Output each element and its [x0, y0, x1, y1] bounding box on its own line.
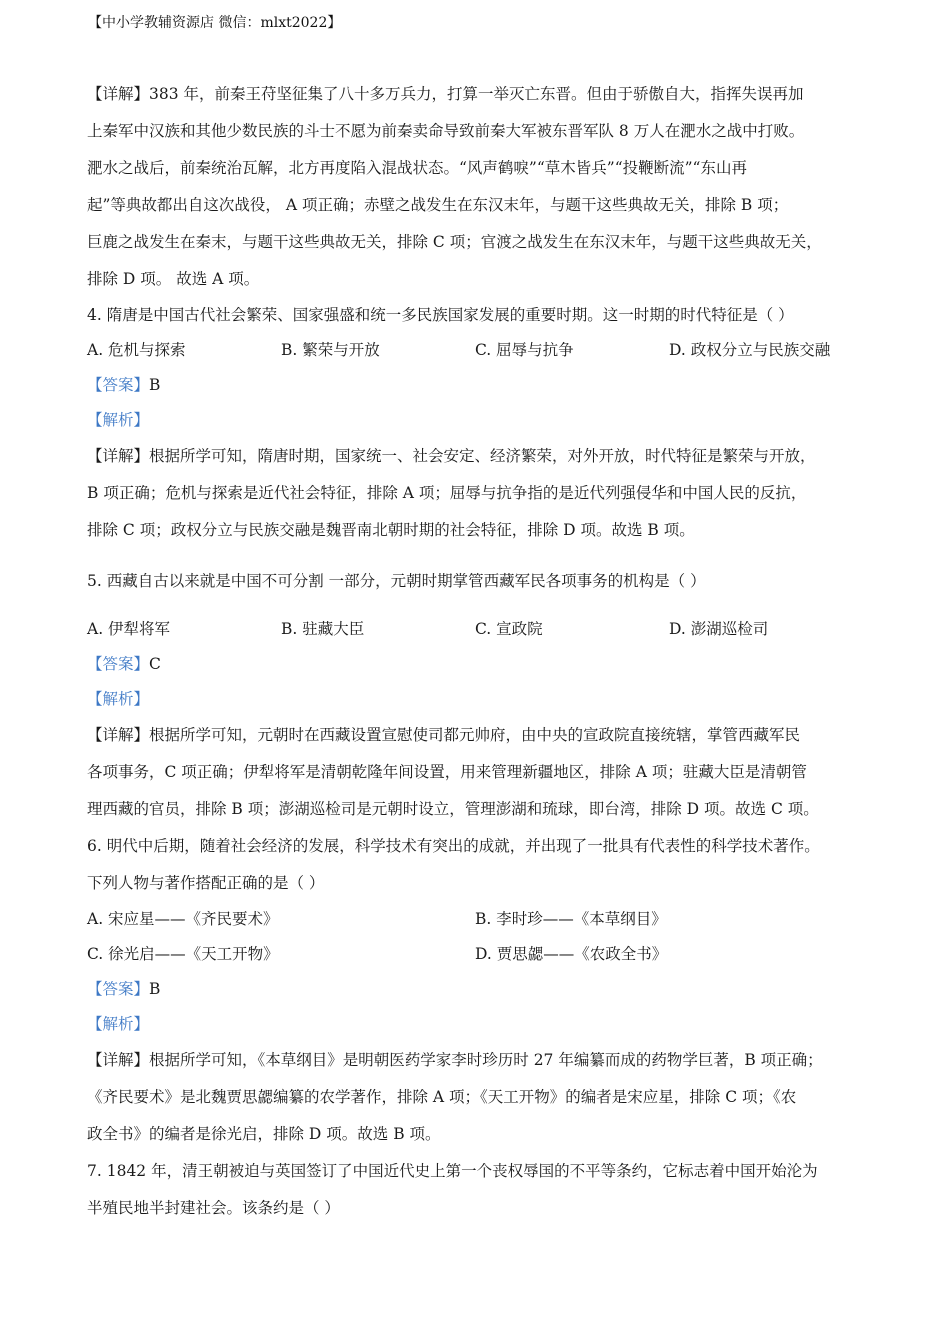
- document-body: [87, 76, 877, 1227]
- q6-answer: [87, 972, 877, 1007]
- q3-detail-line-6: 排除 D 项。 故选 A 项。: [87, 270, 260, 288]
- q6-option-b: B. 李时珍——《本草纲目》: [475, 910, 667, 928]
- q3-detail-line-5: 巨鹿之战发生在秦末，与题干这些典故无关，排除 C 项；官渡之战发生在东汉末年，与题干这些典故无关，: [87, 233, 822, 251]
- q4-option-c: C. 屈辱与抗争: [475, 341, 574, 359]
- q5-answer: [87, 647, 877, 682]
- q4-options: [87, 333, 877, 368]
- q6-detail-line-3: 政全书》的编者是徐光启，排除 D 项。故选 B 项。: [87, 1125, 441, 1143]
- q6-question-line-1: 6. 明代中后期，随着社会经济的发展，科学技术有突出的成就，并出现了一批具有代表性的科学技术著作。: [87, 837, 820, 855]
- q4-analysis-label: 【解析】: [87, 411, 150, 429]
- q4-detail-line-1: 【详解】根据所学可知，隋唐时期，国家统一、社会安定、经济繁荣，对外开放，时代特征是繁荣与开放，: [87, 447, 816, 465]
- q5-analysis-label: 【解析】: [87, 690, 150, 708]
- q6-option-c: C. 徐光启——《天工开物》: [87, 945, 279, 963]
- answer-label: 【答案】: [87, 655, 150, 673]
- detail-label: 【详解】: [87, 1051, 150, 1069]
- q5-question: 5. 西藏自古以来就是中国不可分割 一部分，元朝时期掌管西藏军民各项事务的机构是（ ）: [87, 572, 706, 590]
- q4-option-b: B. 繁荣与开放: [281, 341, 380, 359]
- answer-value: C: [149, 655, 161, 673]
- q5-detail-line-1: 【详解】根据所学可知，元朝时在西藏设置宣慰使司都元帅府，由中央的宣政院直接统辖，掌管西藏军民: [87, 726, 801, 744]
- q3-detail-line-4: 起”等典故都出自这次战役， A 项正确；赤壁之战发生在东汉末年，与题干这些典故无关，排除 B 项；: [87, 196, 789, 214]
- q7-question-line-2: 半殖民地半封建社会。该条约是（ ）: [87, 1199, 340, 1217]
- q6-option-d: D. 贾思勰——《农政全书》: [475, 945, 668, 963]
- q5-detail-line-3: 理西藏的官员，排除 B 项；澎湖巡检司是元朝时设立，管理澎湖和琉球，即台湾，排除 D 项。故选 C 项。: [87, 800, 819, 818]
- q5-option-b: B. 驻藏大臣: [281, 620, 365, 638]
- q3-detail-line-2: 上秦军中汉族和其他少数民族的斗士不愿为前秦卖命导致前秦大军被东晋军队 8 万人在淝水之战中打败。: [87, 122, 805, 140]
- q4-question: 4. 隋唐是中国古代社会繁荣、国家强盛和统一多民族国家发展的重要时期。这一时期的时代特征是（ ）: [87, 306, 794, 324]
- answer-label: 【答案】: [87, 376, 150, 394]
- q4-detail-line-2: B 项正确；危机与探索是近代社会特征，排除 A 项；屈辱与抗争指的是近代列强侵华和中国人民的反抗，: [87, 484, 807, 502]
- q6-options-row-2: [87, 937, 877, 972]
- q5-options: [87, 612, 877, 647]
- detail-label: 【详解】: [87, 726, 150, 744]
- answer-value: B: [149, 376, 161, 394]
- q6-detail-line-2: 《齐民要术》是北魏贾思勰编纂的农学著作，排除 A 项；《天工开物》的编者是宋应星，排除 C 项；《农: [87, 1088, 797, 1106]
- answer-label: 【答案】: [87, 980, 150, 998]
- q6-option-a: A. 宋应星——《齐民要术》: [87, 910, 279, 928]
- q6-detail-line-1: 【详解】根据所学可知，《本草纲目》是明朝医药学家李时珍历时 27 年编纂而成的药物学巨著，B 项正确；: [87, 1051, 823, 1069]
- q5-option-a: A. 伊犁将军: [87, 620, 171, 638]
- q3-detail-line-3: 淝水之战后，前秦统治瓦解，北方再度陷入混战状态。“风声鹤唳”“草木皆兵”“投鞭断流”“东山再: [87, 159, 747, 177]
- q6-options-row-1: [87, 902, 877, 937]
- q6-analysis-label: 【解析】: [87, 1015, 150, 1033]
- answer-value: B: [149, 980, 161, 998]
- q4-option-d: D. 政权分立与民族交融: [669, 341, 831, 359]
- page-header: 【中小学教辅资源店 微信：mlxt2022】: [88, 15, 342, 31]
- q4-option-a: A. 危机与探索: [87, 341, 186, 359]
- q3-detail-line-1: 【详解】383 年，前秦王苻坚征集了八十多万兵力，打算一举灭亡东晋。但由于骄傲自大，指挥失误再加: [87, 85, 804, 103]
- q5-detail-line-2: 各项事务，C 项正确；伊犁将军是清朝乾隆年间设置，用来管理新疆地区，排除 A 项；驻藏大臣是清朝管: [87, 763, 807, 781]
- q4-answer: [87, 368, 877, 403]
- q7-question-line-1: 7. 1842 年，清王朝被迫与英国签订了中国近代史上第一个丧权辱国的不平等条约，它标志着中国开始沦为: [87, 1162, 818, 1180]
- detail-label: 【详解】: [87, 85, 150, 103]
- q6-question-line-2: 下列人物与著作搭配正确的是（ ）: [87, 874, 325, 892]
- q5-option-d: D. 澎湖巡检司: [669, 620, 769, 638]
- q4-detail-line-3: 排除 C 项；政权分立与民族交融是魏晋南北朝时期的社会特征，排除 D 项。故选 B 项。: [87, 521, 695, 539]
- detail-label: 【详解】: [87, 447, 150, 465]
- q5-option-c: C. 宣政院: [475, 620, 543, 638]
